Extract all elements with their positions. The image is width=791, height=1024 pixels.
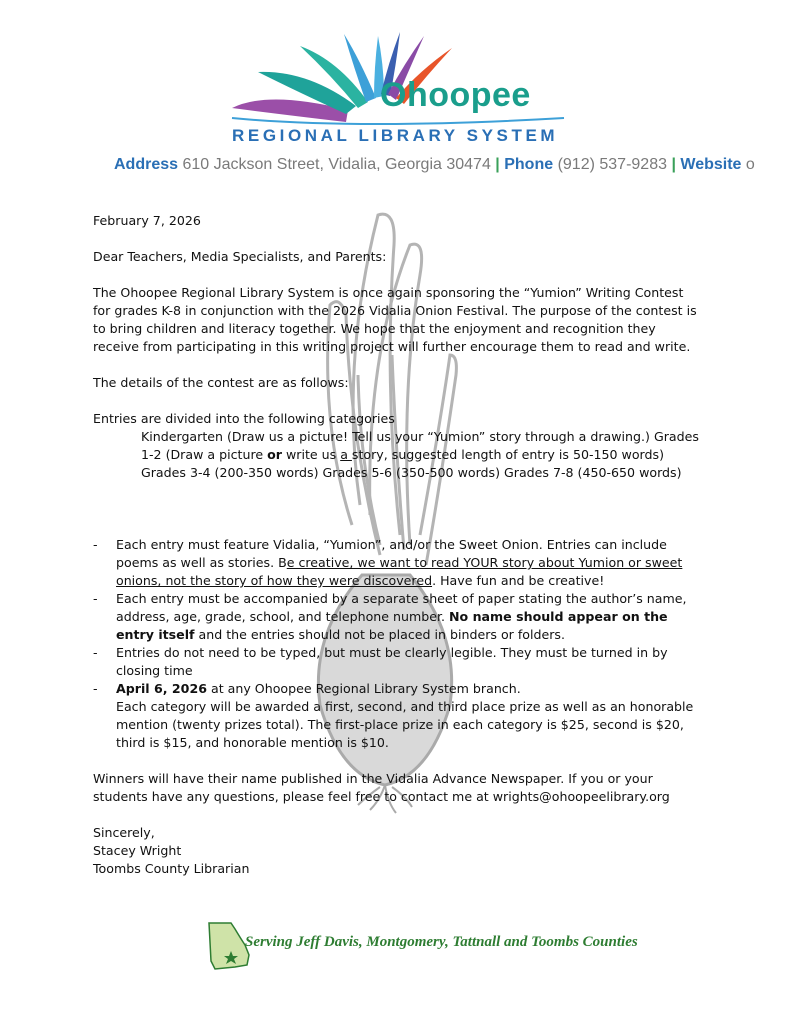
letter-body	[93, 212, 703, 878]
bullet-item	[93, 680, 703, 698]
bullet-dash: -	[93, 591, 98, 606]
categories-intro: Entries are divided into the following categories	[93, 411, 395, 426]
closing: Sincerely,	[93, 825, 155, 840]
contact-line	[114, 156, 755, 174]
signer-name: Stacey Wright	[93, 843, 182, 858]
categories-text: Kindergarten (Draw us a picture! Tell us your “Yumion” story through a drawing.) Grades 1-2 (Draw a picture	[141, 429, 699, 462]
bullet-dash: -	[93, 537, 98, 552]
bullet-dash: -	[93, 681, 98, 696]
bullet-item	[93, 698, 703, 752]
bullet-text: at any Ohoopee Regional Library System branch.	[206, 681, 521, 696]
footer-tagline: Serving Jeff Davis, Montgomery, Tattnall and Toombs Counties	[245, 934, 638, 950]
bullet-item	[93, 536, 703, 590]
categories-text: write us	[281, 447, 341, 462]
bullet-text: and the entries should not be placed in binders or folders.	[194, 627, 565, 642]
bullet-underlined-text: e creative, we want to read YOUR story about Yumion or sweet onions, not the story of how they were discovered	[116, 555, 683, 588]
address-label: Address	[114, 156, 179, 173]
deadline-date: April 6, 2026	[116, 681, 207, 696]
phone-value: (912) 537-9283	[557, 156, 667, 173]
address-value: 610 Jackson Street, Vidalia, Georgia 30474	[182, 156, 491, 173]
letter-date: February 7, 2026	[93, 213, 201, 228]
salutation: Dear Teachers, Media Specialists, and Parents:	[93, 249, 387, 264]
details-intro: The details of the contest are as follows:	[93, 375, 349, 390]
bullet-text: . Have fun and be creative!	[432, 573, 605, 588]
bullet-item	[93, 590, 703, 644]
bullet-text: Each entry must feature Vidalia, “Yumion”, and/or the Sweet Onion. Entries can include poems as well as stories. B	[116, 537, 667, 570]
categories-or: or	[267, 447, 282, 462]
bullet-text: Entries do not need to be typed, but must be clearly legible. They must be turned in by closing time	[116, 645, 668, 678]
org-subtitle: REGIONAL LIBRARY SYSTEM	[232, 126, 559, 145]
bullet-item	[93, 644, 703, 680]
phone-label: Phone	[504, 156, 554, 173]
categories-list	[93, 428, 703, 482]
separator: |	[495, 156, 500, 173]
winners-paragraph: Winners will have their name published in the Vidalia Advance Newspaper. If you or your students have any questions, please feel free to contact me at wrights@ohoopeelibrary.org	[93, 771, 670, 804]
bullet-dash: -	[93, 645, 98, 660]
bullet-text: Each entry must be accompanied by a separate sheet of paper stating the author’s name, address, age, grade, school, and telephone number.	[116, 591, 687, 624]
bullet-text: Each category will be awarded a first, second, and third place prize as well as an honorable mention (twenty prizes total). The first-place prize in each category is $25, second is $20, third is $15, and honorable mention is $10.	[116, 699, 694, 750]
intro-paragraph: The Ohoopee Regional Library System is once again sponsoring the “Yumion” Writing Contest for grades K-8 in conjunction with the 2026 Vidalia Onion Festival. The purpose of the contest is to bring children and literacy together. We hope that the enjoyment and recognition they receive from participating in this writing project will further encourage them to read and write.	[93, 285, 697, 354]
categories-text: story, suggested length of entry is 50-150 words) Grades 3-4 (200-350 words) Grades 5-6 (350-500 words) Grades 7-8 (450-650 words)	[141, 447, 682, 480]
org-name: Ohoopee	[380, 76, 531, 114]
signer-title: Toombs County Librarian	[93, 861, 250, 876]
categories-a: a	[340, 447, 352, 462]
website-label: Website	[680, 156, 742, 173]
separator: |	[671, 156, 676, 173]
website-value: o	[745, 156, 755, 173]
bullet-bold-text: No name should appear on the entry itself	[116, 609, 668, 642]
